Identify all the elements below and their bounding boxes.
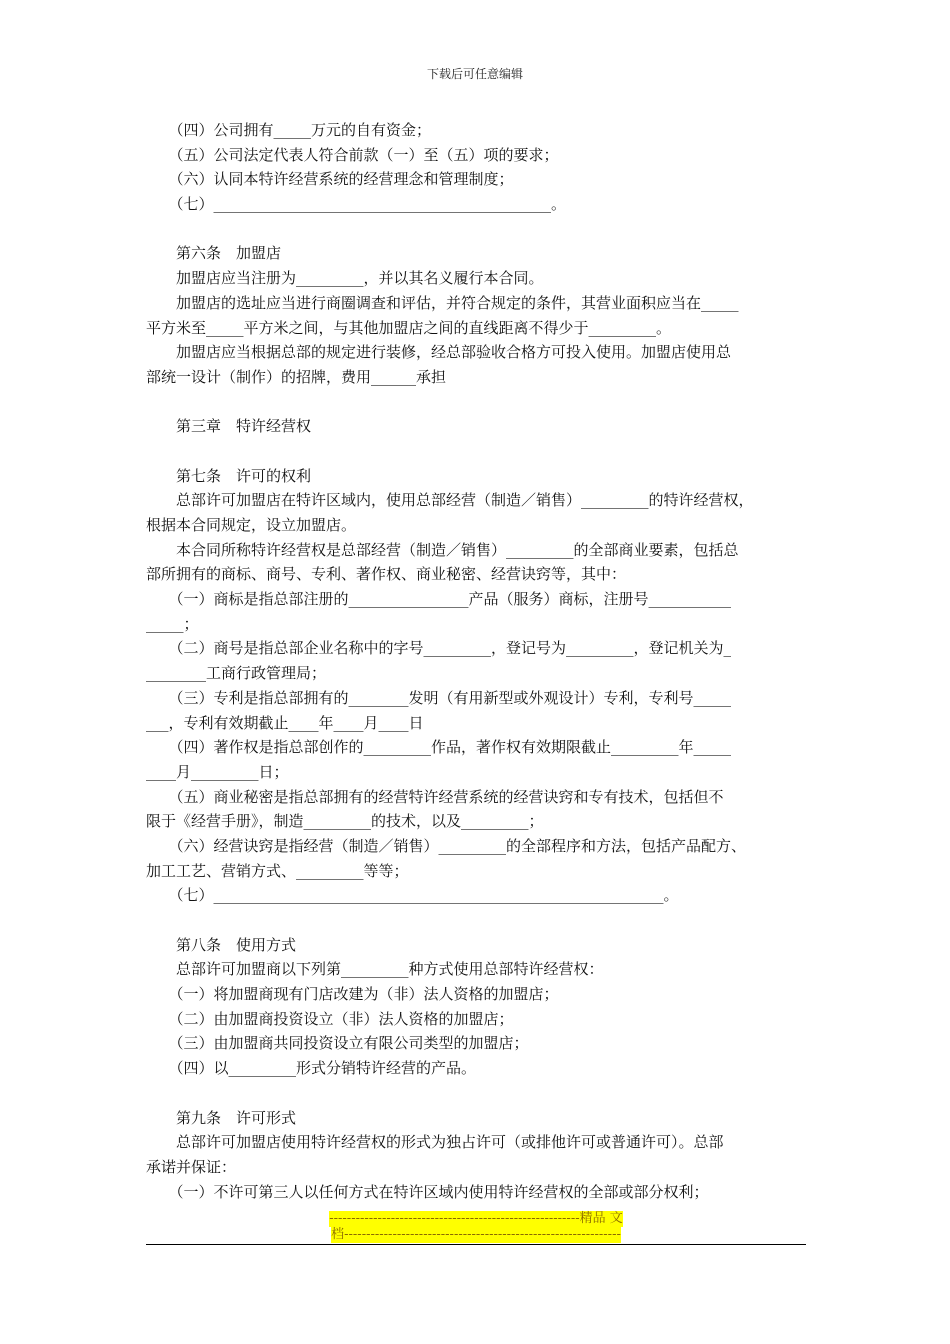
- text-line: 加盟店应当注册为_________，并以其名义履行本合同。: [146, 269, 544, 288]
- text-line: 第六条 加盟店: [146, 244, 282, 263]
- text-line: 加工工艺、营销方式、_________等等；: [146, 861, 409, 880]
- text-line: 部统一设计（制作）的招牌，费用______承担: [146, 367, 447, 386]
- text-line: （五）公司法定代表人符合前款（一）至（五）项的要求；: [146, 145, 559, 164]
- text-line: （四）以_________形式分销特许经营的产品。: [146, 1059, 477, 1078]
- text-line: （一）将加盟商现有门店改建为（非）法人资格的加盟店；: [146, 985, 559, 1004]
- text-line: 加盟店的选址应当进行商圈调查和评估，并符合规定的条件，其营业面积应当在_____: [146, 293, 739, 312]
- text-line: 加盟店应当根据总部的规定进行装修，经总部验收合格方可投入使用。加盟店使用总: [146, 343, 732, 362]
- text-line: 本合同所称特许经营权是总部经营（制造／销售）_________的全部商业要素，包括总: [146, 540, 739, 559]
- text-line: 第三章 特许经营权: [146, 417, 312, 436]
- paragraph-gap: [146, 908, 818, 933]
- text-line: （六）经营诀窍是指经营（制造／销售）_________的全部程序和方法，包括产品配方、: [146, 836, 747, 855]
- footer-text-line-1: ---------------------------------------------------------精品 文: [329, 1211, 623, 1226]
- text-line: （七）____________________________________________________________。: [146, 886, 679, 905]
- text-line: （二）商号是指总部企业名称中的字号_________，登记号为_________，登记机关为_: [146, 639, 732, 658]
- text-line: （六）认同本特许经营系统的经营理念和管理制度；: [146, 170, 514, 189]
- footer-divider: [146, 1244, 806, 1245]
- text-line: 承诺并保证：: [146, 1157, 237, 1176]
- text-line: （三）由加盟商共同投资设立有限公司类型的加盟店；: [146, 1034, 529, 1053]
- text-line: （五）商业秘密是指总部拥有的经营特许经营系统的经营诀窍和专有技术，包括但不: [146, 787, 724, 806]
- text-line: 总部许可加盟店使用特许经营权的形式为独占许可（或排他许可或普通许可）。总部: [146, 1133, 724, 1152]
- text-line: 限于《经营手册》，制造_________的技术，以及_________；: [146, 812, 544, 831]
- text-line: 平方米至_____平方米之间，与其他加盟店之间的直线距离不得少于_________。: [146, 318, 672, 337]
- text-line: （三）专利是指总部拥有的________发明（有用新型或外观设计）专利，专利号_____: [146, 688, 732, 707]
- paragraph-gap: [146, 217, 818, 242]
- footer-text-line-2: 档---------------------------------------------------------------: [331, 1227, 621, 1242]
- text-line: 根据本合同规定，设立加盟店。: [146, 516, 357, 534]
- page-footer: [146, 1211, 806, 1243]
- paragraph-gap: [146, 1081, 818, 1106]
- text-line: 第九条 许可形式: [146, 1108, 297, 1127]
- text-line: （一）不许可第三人以任何方式在特许区域内使用特许经营权的全部或部分权利；: [146, 1182, 709, 1201]
- text-line: _____；: [146, 614, 199, 633]
- text-line: ________工商行政管理局；: [146, 664, 327, 683]
- text-line: （一）商标是指总部注册的________________产品（服务）商标，注册号___________: [146, 590, 732, 609]
- text-line: （四）著作权是指总部创作的_________作品，著作权有效期限截止_________年_____: [146, 738, 732, 757]
- document-body: [146, 118, 818, 1204]
- text-line: 部所拥有的商标、商号、专利、著作权、商业秘密、经营诀窍等，其中：: [146, 565, 627, 584]
- paragraph-gap: [146, 390, 818, 415]
- text-line: ____月_________日；: [146, 762, 289, 781]
- text-line: （四）公司拥有_____万元的自有资金；: [146, 121, 432, 139]
- text-line: 第七条 许可的权利: [146, 466, 312, 485]
- text-line: 总部许可加盟商以下列第_________种方式使用总部特许经营权：: [146, 960, 604, 979]
- text-line: 总部许可加盟店在特许区域内，使用总部经营（制造／销售）_________的特许经营权，: [146, 491, 754, 510]
- text-line: 第八条 使用方式: [146, 935, 297, 954]
- page-header: 下载后可任意编辑: [426, 67, 523, 81]
- paragraph-gap: [146, 439, 818, 464]
- text-line: ___，专利有效期截止____年____月____日: [146, 713, 424, 732]
- text-line: （七）_____________________________________________。: [146, 195, 567, 214]
- text-line: （二）由加盟商投资设立（非）法人资格的加盟店；: [146, 1009, 514, 1028]
